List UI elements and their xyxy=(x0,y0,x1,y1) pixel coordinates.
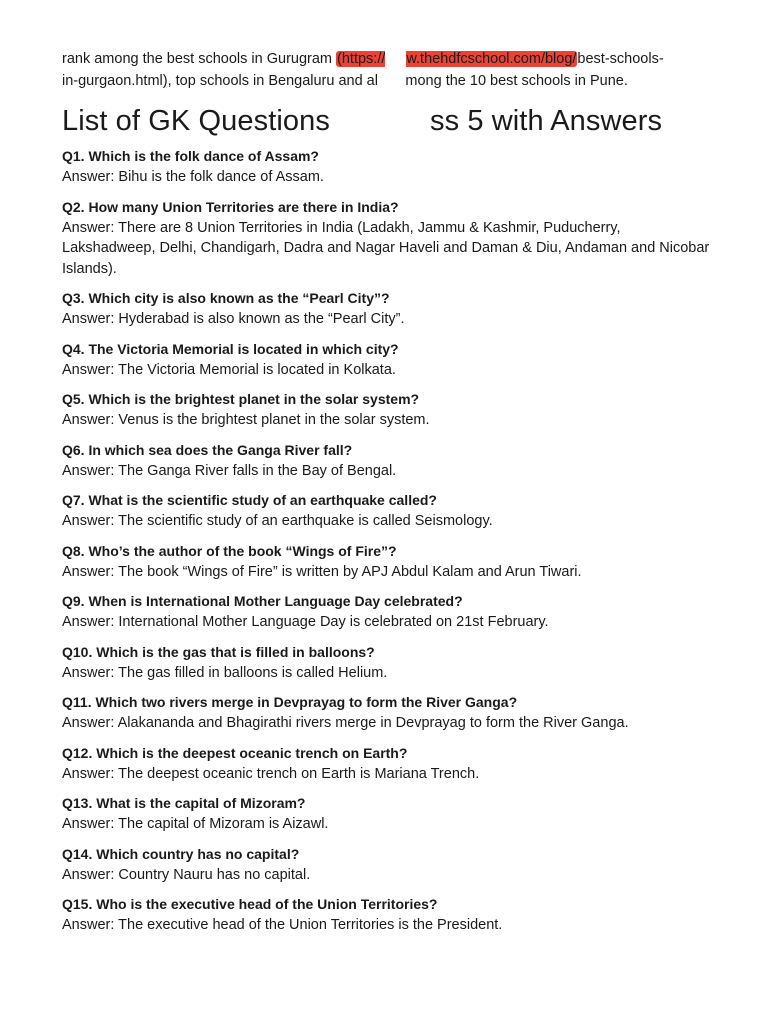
intro-line1-prefix: rank among the best schools in Gurugram xyxy=(62,51,337,67)
answer: Answer: Venus is the brightest planet in the solar system. xyxy=(62,412,430,428)
intro-line1-suffix: best-schools- xyxy=(577,51,664,67)
qa-item xyxy=(62,642,712,684)
answer: Answer: The executive head of the Union Territories is the President. xyxy=(62,917,503,933)
qa-item xyxy=(62,197,712,280)
answer: Answer: Alakananda and Bhagirathi rivers merge in Devprayag to form the River Ganga. xyxy=(62,715,629,731)
answer: Answer: The capital of Mizoram is Aizawl. xyxy=(62,816,329,832)
qa-item xyxy=(62,844,712,886)
school-blog-link[interactable] xyxy=(336,51,577,67)
answer: Answer: Country Nauru has no capital. xyxy=(62,866,311,883)
question: Q1. Which is the folk dance of Assam? xyxy=(62,148,319,164)
page-title-left: List of GK Questions xyxy=(62,105,330,137)
intro-paragraph xyxy=(62,48,712,92)
qa-item xyxy=(62,440,712,482)
link-part2: w.thehdfcschool.com/blog/ xyxy=(406,51,577,67)
question: Q6. In which sea does the Ganga River fall? xyxy=(62,441,353,458)
qa-item xyxy=(62,591,712,633)
question: Q15. Who is the executive head of the Union Territories? xyxy=(62,896,438,912)
answer: Answer: There are 8 Union Territories in India (Ladakh, Jammu & Kashmir, Puducherry, Lakshadweep, Delhi, Chandigarh, Dadra and Nagar Haveli and Daman & Diu, Andaman and Nicobar Islands). xyxy=(62,219,710,277)
answer: Answer: Bihu is the folk dance of Assam. xyxy=(62,169,324,185)
answer: Answer: The gas filled in balloons is called Helium. xyxy=(62,664,388,681)
question: Q10. Which is the gas that is filled in balloons? xyxy=(62,643,375,660)
intro-line2-suffix: mong the 10 best schools in Pune. xyxy=(405,73,628,89)
qa-item xyxy=(62,490,712,532)
qa-item xyxy=(62,692,712,734)
answer: Answer: Hyderabad is also known as the “Pearl City”. xyxy=(62,311,405,327)
intro-line2-prefix: in-gurgaon.html), top schools in Bengaluru and al xyxy=(62,73,378,89)
question: Q7. What is the scientific study of an earthquake called? xyxy=(62,492,437,508)
answer: Answer: The scientific study of an earthquake is called Seismology. xyxy=(62,513,493,529)
answer: Answer: The book “Wings of Fire” is written by APJ Abdul Kalam and Arun Tiwari. xyxy=(62,563,582,580)
qa-item xyxy=(62,541,712,583)
qa-item xyxy=(62,288,712,330)
question: Q12. Which is the deepest oceanic trench on Earth? xyxy=(62,744,408,761)
question: Q9. When is International Mother Language Day celebrated? xyxy=(62,593,463,609)
qa-item xyxy=(62,146,712,188)
answer: Answer: International Mother Language Day is celebrated on 21st February. xyxy=(62,614,549,630)
qa-item xyxy=(62,389,712,431)
question: Q4. The Victoria Memorial is located in which city? xyxy=(62,340,399,357)
qa-item xyxy=(62,894,712,936)
question: Q14. Which country has no capital? xyxy=(62,845,300,862)
question: Q11. Which two rivers merge in Devprayag to form the River Ganga? xyxy=(62,694,518,710)
link-part1: (https:// xyxy=(337,51,386,67)
question: Q8. Who’s the author of the book “Wings of Fire”? xyxy=(62,542,397,559)
intro-occluded-middle xyxy=(378,70,405,92)
answer: Answer: The Victoria Memorial is located in Kolkata. xyxy=(62,361,396,378)
occluded-fragment xyxy=(385,48,406,70)
question: Q13. What is the capital of Mizoram? xyxy=(62,795,306,811)
qa-item xyxy=(62,743,712,785)
document-page xyxy=(62,48,712,945)
page-title xyxy=(62,102,712,140)
qa-item xyxy=(62,793,712,835)
question: Q5. Which is the brightest planet in the solar system? xyxy=(62,391,420,407)
answer: Answer: The Ganga River falls in the Bay of Bengal. xyxy=(62,462,397,479)
question: Q3. Which city is also known as the “Pearl City”? xyxy=(62,290,390,306)
qa-item xyxy=(62,339,712,381)
page-title-right: ss 5 with Answers xyxy=(429,105,663,137)
question: Q2. How many Union Territories are there in India? xyxy=(62,198,399,215)
answer: Answer: The deepest oceanic trench on Earth is Mariana Trench. xyxy=(62,765,480,782)
qa-list xyxy=(62,146,712,936)
